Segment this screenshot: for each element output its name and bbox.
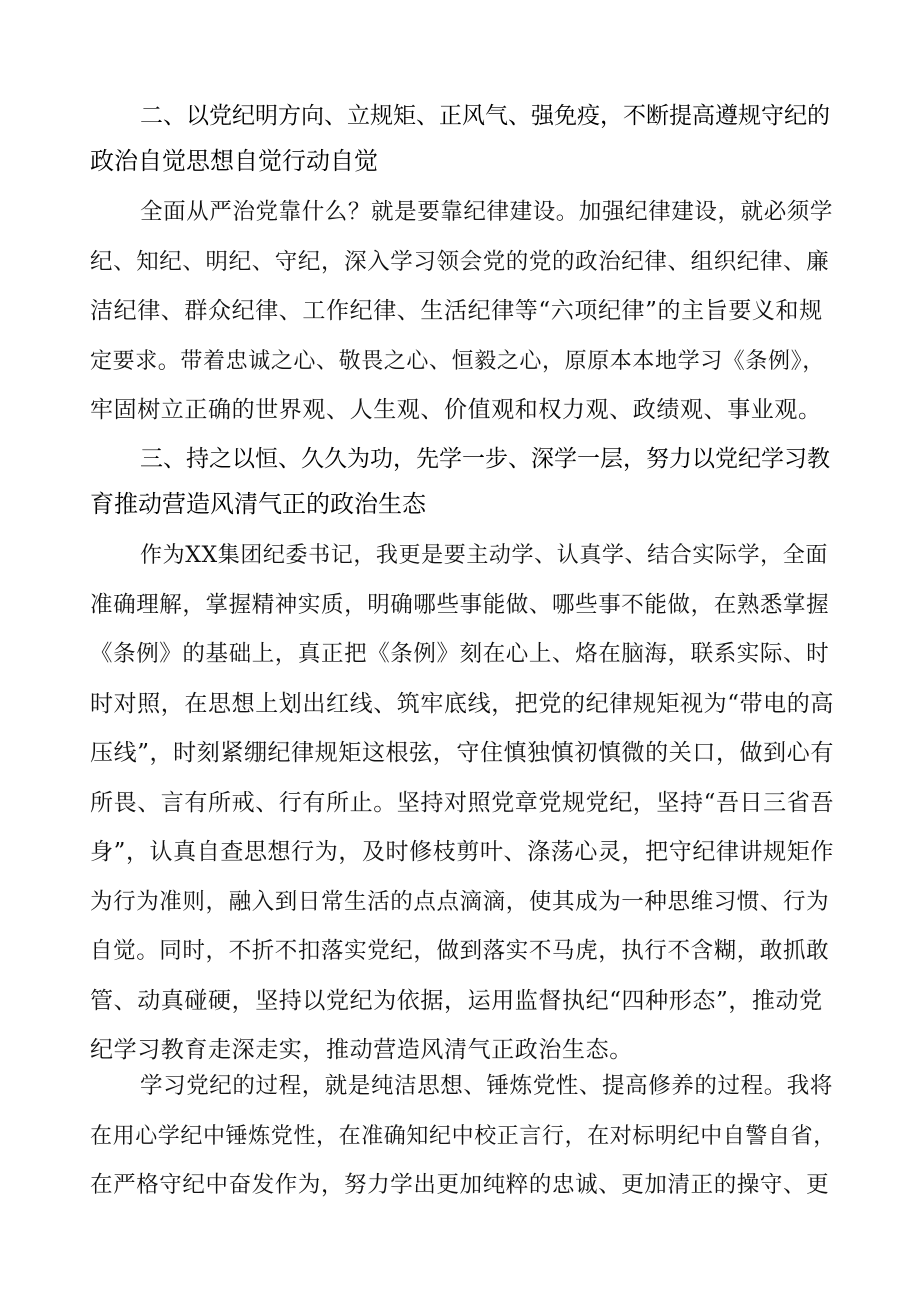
text-line: 洁纪律、群众纪律、工作纪律、生活纪律等“六项纪律”的主旨要义和规 [90,298,823,324]
text-line: 所畏、言有所戒、行有所止。坚持对照党章党规党纪，坚持“吾日三省吾 [90,789,834,816]
paragraph-secretary-commitment [90,531,838,1076]
text-line: 时对照，在思想上划出红线、筑牢底线，把党的纪律规矩视为“带电的高 [90,690,834,717]
section-heading-3 [90,437,838,527]
text-line: 为行为准则，融入到日常生活的点点滴滴，使其成为一种思维习惯、行为 [90,888,830,915]
paragraph-learning-process [90,1062,838,1211]
text-line: 管、动真碰硬，坚持以党纪为依据，运用监督执纪“四种形态”，推动党 [90,987,823,1014]
section-heading-2 [90,94,838,184]
text-line: 学习党纪的过程，就是纯洁思想、锤炼党性、提高修养的过程。我将 [140,1073,834,1099]
heading-line: 政治自觉思想自觉行动自觉 [90,147,378,175]
text-line: 牢固树立正确的世界观、人生观、价值观和权力观、政绩观、事业观。 [90,397,822,423]
text-line: 纪学习教育走深走实，推动营造风清气正政治生态。 [90,1037,633,1063]
text-line: 纪、知纪、明纪、守纪，深入学习领会党的党的政治纪律、组织纪律、廉 [90,248,830,275]
text-line: 在用心学纪中锤炼党性，在准确知纪中校正言行，在对标明纪中自警自省， [90,1123,836,1149]
text-line: 全面从严治党靠什么？就是要靠纪律建设。加强纪律建设，就必须学 [140,199,834,225]
text-line: 身”，认真自查思想行为，及时修枝剪叶、涤荡心灵，把守纪律讲规矩作 [90,839,834,865]
text-line: 自觉。同时，不折不扣落实党纪，做到落实不马虎，执行不含糊，敢抓敢 [90,938,830,964]
text-line: 准确理解，掌握精神实质，明确哪些事能做、哪些事不能做，在熟悉掌握 [90,591,830,618]
paragraph-discipline-building [90,188,838,436]
heading-line: 育推动营造风清气正的政治生态 [90,490,426,518]
heading-line: 三、持之以恒、久久为功，先学一步、深学一层，努力以党纪学习教 [140,446,830,472]
text-line: 作为XX集团纪委书记，我更是要主动学、认真学、结合实际学，全面 [140,543,828,568]
text-line: 《条例》的基础上，真正把《条例》刻在心上、烙在脑海，联系实际、时 [90,641,830,667]
text-line: 在严格守纪中奋发作为，努力学出更加纯粹的忠诚、更加清正的操守、更 [90,1172,830,1198]
text-line: 定要求。带着忠诚之心、敬畏之心、恒毅之心，原原本本地学习《条例》， [90,348,825,374]
text-line: 压线”，时刻紧绷纪律规矩这根弦，守住慎独慎初慎微的关口，做到心有 [90,740,834,766]
heading-line: 二、以党纪明方向、立规矩、正风气、强免疫，不断提高遵规守纪的 [140,103,830,129]
